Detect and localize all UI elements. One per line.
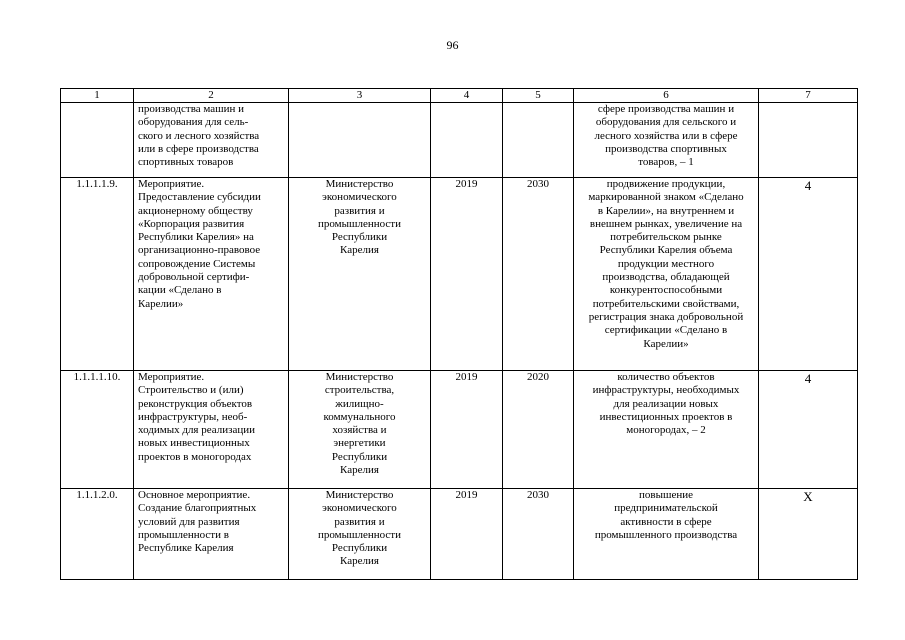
link-indicator [759, 103, 858, 178]
end-year: 2020 [503, 371, 574, 489]
column-header: 4 [431, 89, 503, 103]
item-number [61, 103, 134, 178]
end-year: 2030 [503, 489, 574, 580]
expected-result: повышение предпринимательской активности в сфере промышленного производства [594, 489, 738, 541]
item-number: 1.1.1.1.9. [61, 178, 134, 371]
start-year: 2019 [431, 489, 503, 580]
measure-name: Мероприятие. Предоставление субсидии акционерному обществу «Корпорация развития Республики Карелия» на организационно-правовое сопровождение Системы добровольной сертифи- кации «Сделано в Карелии» [138, 178, 261, 310]
column-header: 7 [759, 89, 858, 103]
measures-table [60, 88, 858, 580]
table-row [61, 371, 858, 489]
column-header: 3 [289, 89, 431, 103]
link-indicator: 4 [759, 178, 858, 371]
column-header: 1 [61, 89, 134, 103]
table-row [61, 489, 858, 580]
executor: Министерство экономического развития и промышленности Республики Карелия [318, 178, 401, 257]
column-header: 5 [503, 89, 574, 103]
executor: Министерство строительства, жилищно- коммунального хозяйства и энергетики Республики Карелия [323, 371, 396, 477]
expected-result: продвижение продукции, маркированной знаком «Сделано в Карелии», на внутреннем и внешнем рынках, увеличение на потребительском рынке Республики Карелия объема продукции местного производства, обладающей конкурентоспособными потребительскими свойствами, регистрация знака добровольной сертификации «Сделано в Карелии» [588, 178, 744, 350]
start-year: 2019 [431, 178, 503, 371]
measure-name: Основное мероприятие. Создание благоприятных условий для развития промышленности в Республике Карелия [138, 489, 257, 555]
expected-result: сфере производства машин и оборудования для сельского и лесного хозяйства или в сфере производства спортивных товаров, – 1 [594, 103, 738, 169]
column-header: 2 [134, 89, 289, 103]
table-row [61, 103, 858, 178]
table-row [61, 178, 858, 371]
executor: Министерство экономического развития и промышленности Республики Карелия [318, 489, 401, 568]
item-number: 1.1.1.1.10. [61, 371, 134, 489]
expected-result: количество объектов инфраструктуры, необходимых для реализации новых инвестиционных проектов в моногородах, – 2 [592, 371, 740, 437]
start-year [431, 103, 503, 178]
end-year [503, 103, 574, 178]
link-indicator: 4 [759, 371, 858, 489]
measure-name: производства машин и оборудования для сель- ского и лесного хозяйства или в сфере производства спортивных товаров [138, 103, 260, 169]
link-indicator: X [759, 489, 858, 580]
start-year: 2019 [431, 371, 503, 489]
column-header: 6 [574, 89, 759, 103]
table-header-row [61, 89, 858, 103]
page-number: 96 [446, 38, 459, 52]
item-number: 1.1.1.2.0. [61, 489, 134, 580]
measure-name: Мероприятие. Строительство и (или) реконструкция объектов инфраструктуры, необ- ходимых для реализации новых инвестиционных проектов в моногородах [138, 371, 256, 463]
end-year: 2030 [503, 178, 574, 371]
